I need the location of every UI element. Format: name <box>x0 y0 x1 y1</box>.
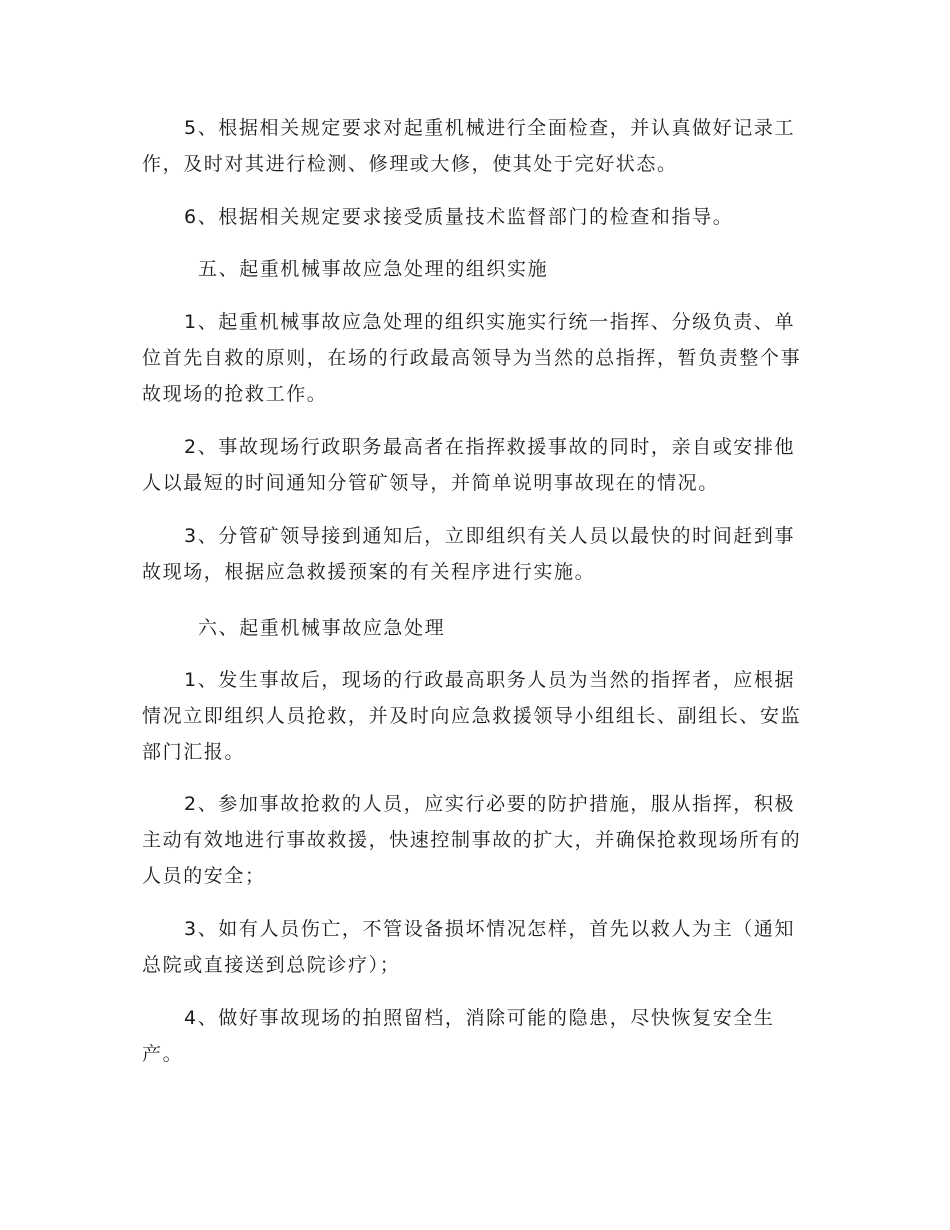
paragraph-response-4: 4、做好事故现场的拍照留档，消除可能的隐患，尽快恢复安全生产。 <box>142 1007 775 1065</box>
paragraph-organization-1: 1、起重机械事故应急处理的组织实施实行统一指挥、分级负责、单位首先自救的原则，在场的行政最高领导为当然的总指挥，暂负责整个事故现场的抢救工作。 <box>142 311 802 405</box>
paragraph-response-1: 1、发生事故后，现场的行政最高职务人员为当然的指挥者，应根据情况立即组织人员抢救，并及时向应急救援领导小组组长、副组长、安监部门汇报。 <box>142 669 802 763</box>
paragraph-organization-2: 2、事故现场行政职务最高者在指挥救援事故的同时，亲自或安排他人以最短的时间通知分管矿领导，并简单说明事故现在的情况。 <box>142 436 796 494</box>
paragraph-response-3: 3、如有人员伤亡，不管设备损坏情况怎样，首先以救人为主（通知总院或直接送到总院诊疗）； <box>142 918 796 976</box>
section-heading-6: 六、起重机械事故应急处理 <box>198 617 446 639</box>
paragraph-organization-3: 3、分管矿领导接到通知后，立即组织有关人员以最快的时间赶到事故现场，根据应急救援预案的有关程序进行实施。 <box>142 525 796 583</box>
section-heading-5: 五、起重机械事故应急处理的组织实施 <box>198 258 549 280</box>
paragraph-item-5-inspection: 5、根据相关规定要求对起重机械进行全面检查，并认真做好记录工作，及时对其进行检测、修理或大修，使其处于完好状态。 <box>142 117 796 175</box>
paragraph-item-6-supervision: 6、根据相关规定要求接受质量技术监督部门的检查和指导。 <box>184 206 734 228</box>
paragraph-response-2: 2、参加事故抢救的人员，应实行必要的防护措施，服从指挥，积极主动有效地进行事故救援，快速控制事故的扩大，并确保抢救现场所有的人员的安全； <box>142 793 802 887</box>
